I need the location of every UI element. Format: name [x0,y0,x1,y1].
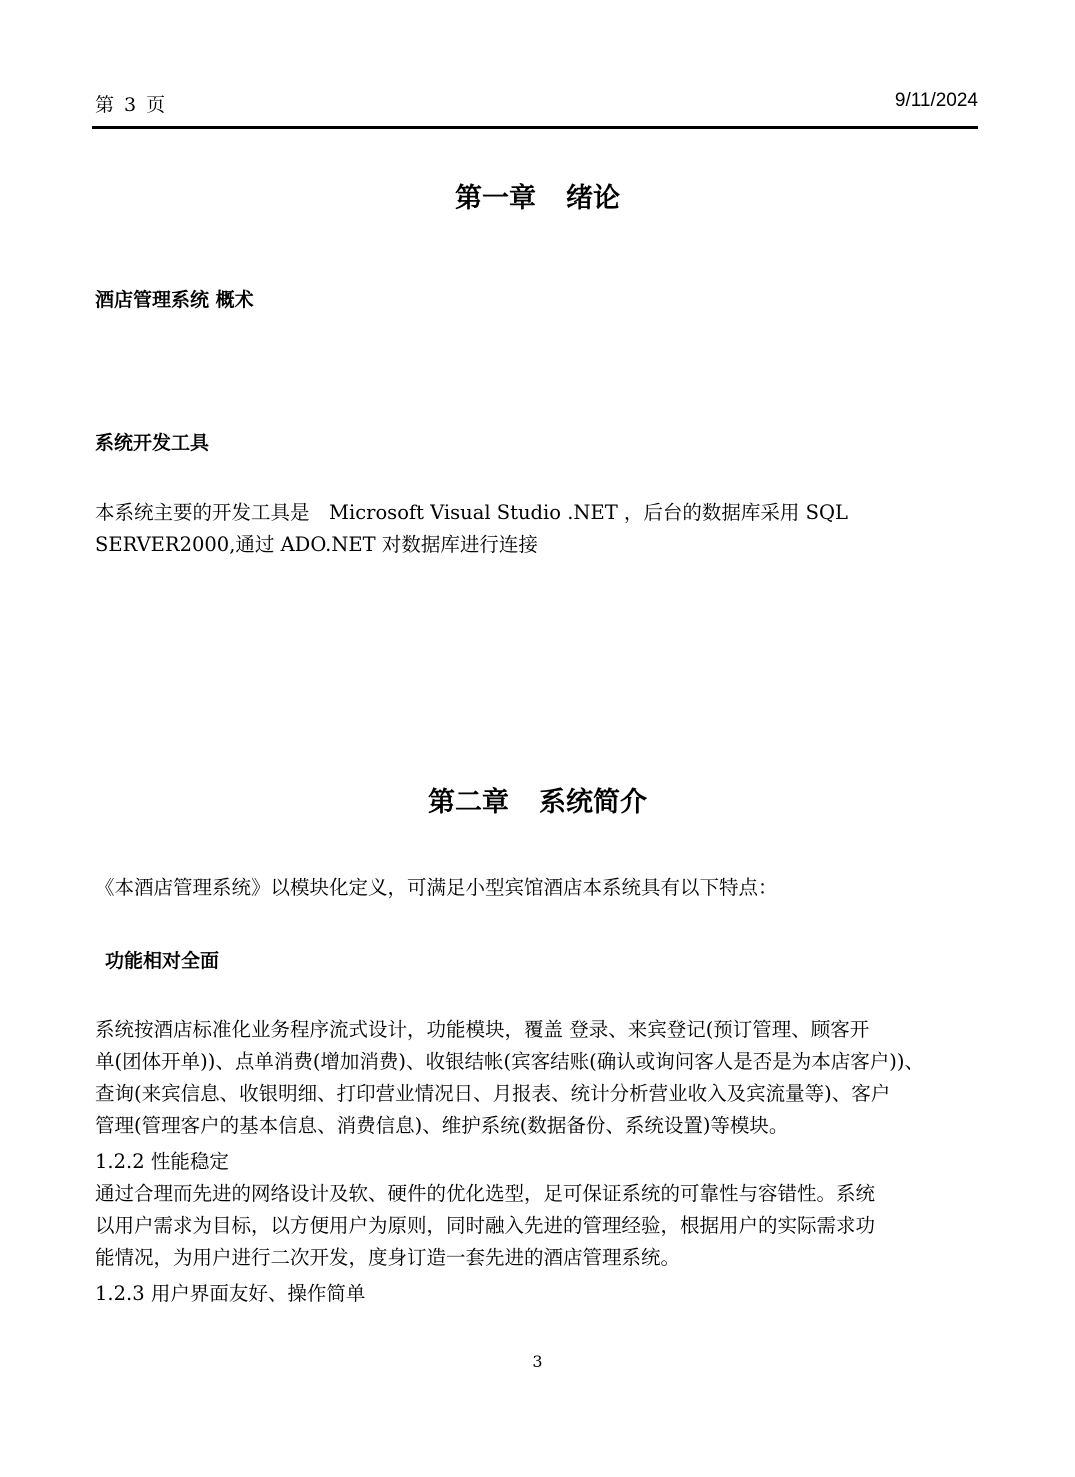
stability-line-1: 通过合理而先进的网络设计及软、硬件的优化选型，足可保证系统的可靠性与容错性。系统 [95,1182,876,1205]
stability-paragraph [95,1178,975,1274]
section-features-heading: 功能相对全面 [105,950,220,972]
header-rule [92,126,978,129]
tools-paragraph-line-1: 本系统主要的开发工具是 Microsoft Visual Studio .NET ，后台的数据库采用 SQL [95,501,848,524]
tools-paragraph [95,497,975,561]
chapter-1-number: 第一章 [455,183,536,214]
page-label: 第 3 页 [95,94,168,116]
features-line-2: 单(团体开单))、点单消费(增加消费)、收银结帐(宾客结账(确认或询问客人是否是为本店客户))、 [95,1050,924,1073]
features-line-1: 系统按酒店标准化业务程序流式设计，功能模块，覆盖 登录、来宾登记(预订管理、顾客开 [95,1018,870,1041]
page-number: 3 [532,1352,543,1371]
tools-paragraph-line-2: SERVER2000,通过 ADO.NET 对数据库进行连接 [95,533,538,556]
features-paragraph [95,1014,975,1142]
subsection-1-2-2: 1.2.2 性能稳定 [95,1150,229,1173]
stability-line-3: 能情况，为用户进行二次开发，度身订造一套先进的酒店管理系统。 [95,1246,681,1269]
chapter-1-title: 绪论 [566,183,620,214]
intro-paragraph: 《本酒店管理系统》以模块化定义，可满足小型宾馆酒店本系统具有以下特点： [95,876,778,899]
chapter-2-heading [0,780,1075,819]
subsection-1-2-3: 1.2.3 用户界面友好、操作简单 [95,1282,366,1305]
header-date: 9/11/2024 [894,90,978,111]
features-line-4: 管理(管理客户的基本信息、消费信息)、维护系统(数据备份、系统设置)等模块。 [95,1114,789,1137]
chapter-2-number: 第二章 [428,787,509,818]
section-tools-heading: 系统开发工具 [95,432,210,454]
chapter-1-heading [0,176,1075,215]
stability-line-2: 以用户需求为目标，以方便用户为原则，同时融入先进的管理经验，根据用户的实际需求功 [95,1214,876,1237]
section-overview-heading: 酒店管理系统 概术 [95,289,254,311]
chapter-2-title: 系统简介 [539,787,647,818]
features-line-3: 查询(来宾信息、收银明细、打印营业情况日、月报表、统计分析营业收入及宾流量等)、客户 [95,1082,891,1105]
